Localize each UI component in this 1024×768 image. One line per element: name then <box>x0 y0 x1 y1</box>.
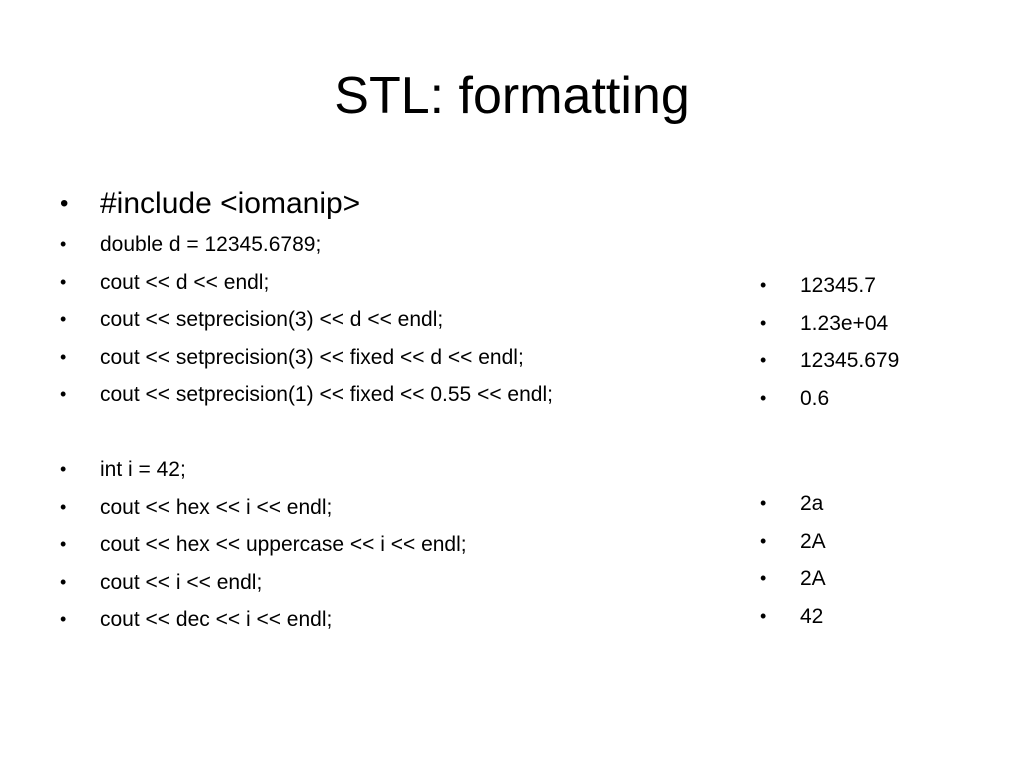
list-item <box>60 376 740 414</box>
list-item-text: cout << d << endl; <box>100 270 270 294</box>
list-spacer <box>60 414 740 452</box>
list-item-text: 2A <box>800 529 826 553</box>
list-item <box>760 560 1010 598</box>
bullet-icon: • <box>60 534 67 554</box>
output-bullet-list-float <box>760 267 1010 417</box>
list-item-text: 0.6 <box>800 386 830 410</box>
list-item-text: 42 <box>800 604 824 628</box>
bullet-icon: • <box>760 605 767 626</box>
bullet-icon: • <box>60 384 67 404</box>
list-item-text: 2A <box>800 567 826 590</box>
list-item-text: 2a <box>800 492 824 515</box>
list-item-text: int i = 42; <box>100 458 186 481</box>
list-item-text: 1.23e+04 <box>800 311 889 335</box>
list-item <box>60 226 740 264</box>
bullet-icon: • <box>760 568 767 588</box>
list-item <box>60 301 740 339</box>
list-item-text: cout << hex << i << endl; <box>100 495 333 519</box>
code-bullet-list <box>60 181 740 639</box>
bullet-icon: • <box>760 275 767 295</box>
bullet-icon: • <box>60 571 67 592</box>
list-item-text: cout << setprecision(1) << fixed << 0.55 << endl; <box>100 383 553 406</box>
bullet-icon: • <box>60 496 67 517</box>
list-item <box>760 485 1010 523</box>
list-item <box>60 181 740 226</box>
bullet-icon: • <box>60 609 67 629</box>
bullet-icon: • <box>760 387 767 408</box>
list-item <box>60 489 740 527</box>
list-item <box>760 342 1010 380</box>
bullet-icon: • <box>60 271 67 292</box>
list-item-text: cout << i << endl; <box>100 570 263 594</box>
list-item <box>60 526 740 564</box>
list-item <box>760 305 1010 343</box>
bullet-icon: • <box>760 350 767 370</box>
list-item <box>760 380 1010 418</box>
list-item <box>760 523 1010 561</box>
list-item-text: 12345.679 <box>800 349 900 372</box>
list-item <box>60 339 740 377</box>
slide-title: STL: formatting <box>334 67 690 125</box>
list-item-text: cout << hex << uppercase << i << endl; <box>100 533 467 556</box>
bullet-icon: • <box>60 459 67 479</box>
list-item <box>60 451 740 489</box>
list-item <box>60 601 740 639</box>
bullet-icon: • <box>60 309 67 329</box>
list-item-text: 12345.7 <box>800 274 876 297</box>
bullet-icon: • <box>760 493 767 513</box>
list-item <box>60 564 740 602</box>
bullet-icon: • <box>60 346 67 367</box>
list-item <box>760 267 1010 305</box>
bullet-icon: • <box>60 190 69 217</box>
bullet-icon: • <box>60 234 67 254</box>
bullet-icon: • <box>760 530 767 551</box>
list-item-text: cout << dec << i << endl; <box>100 608 333 631</box>
output-bullet-list-int <box>760 485 1010 635</box>
list-item <box>60 264 740 302</box>
list-item <box>760 598 1010 636</box>
list-item-text: cout << setprecision(3) << d << endl; <box>100 308 444 331</box>
list-item-text: double d = 12345.6789; <box>100 233 322 256</box>
list-item-text: cout << setprecision(3) << fixed << d << endl; <box>100 345 524 369</box>
bullet-icon: • <box>760 312 767 333</box>
list-item-text: #include <iomanip> <box>100 187 361 220</box>
